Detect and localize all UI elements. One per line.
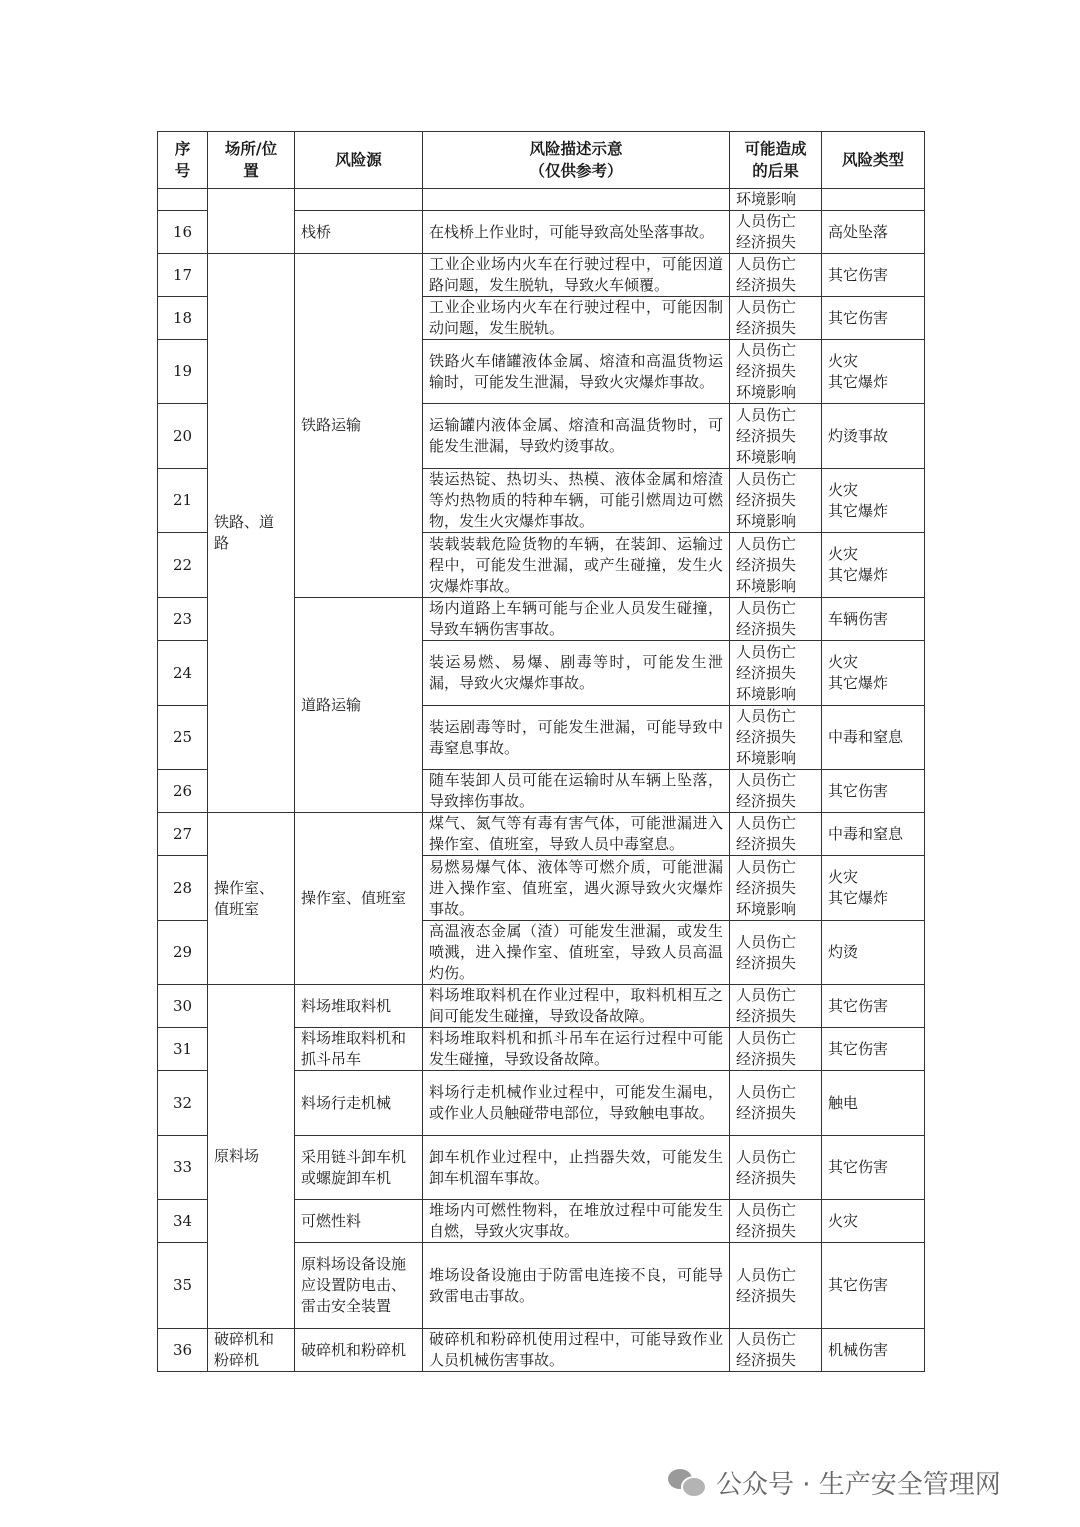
cell-no: 22 xyxy=(158,533,208,598)
cell-no: 32 xyxy=(158,1071,208,1136)
cell-consequence: 人员伤亡 经济损失 环境影响 xyxy=(730,404,822,469)
cell-description: 料场堆取料机在作业过程中，取料机相互之间可能发生碰撞，导致设备故障。 xyxy=(423,985,730,1028)
cell-source: 料场行走机械 xyxy=(295,1071,423,1136)
cell-description: 运输罐内液体金属、熔渣和高温货物时，可能发生泄漏，导致灼烫事故。 xyxy=(423,404,730,469)
cell-consequence: 人员伤亡 经济损失 xyxy=(730,921,822,985)
cell-consequence: 环境影响 xyxy=(730,189,822,211)
cell-consequence: 人员伤亡 经济损失 xyxy=(730,770,822,813)
cell-type: 火灾 其它爆炸 xyxy=(822,340,925,404)
cell-description: 煤气、氮气等有毒有害气体，可能泄漏进入操作室、值班室，导致人员中毒窒息。 xyxy=(423,813,730,856)
cell-source: 道路运输 xyxy=(295,598,423,813)
cell-description: 场内道路上车辆可能与企业人员发生碰撞，导致车辆伤害事故。 xyxy=(423,598,730,641)
cell-type: 火灾 xyxy=(822,1200,925,1243)
cell-type: 灼烫事故 xyxy=(822,404,925,469)
cell-type: 其它伤害 xyxy=(822,1136,925,1200)
cell-consequence: 人员伤亡 经济损失 xyxy=(730,598,822,641)
cell-source: 铁路运输 xyxy=(295,254,423,598)
cell-type: 火灾 其它爆炸 xyxy=(822,533,925,598)
header-risk-source: 风险源 xyxy=(295,132,423,189)
header-no: 序 号 xyxy=(158,132,208,189)
cell-consequence: 人员伤亡 经济损失 xyxy=(730,1071,822,1136)
cell-location xyxy=(208,189,295,254)
table-row xyxy=(158,254,925,297)
cell-type xyxy=(822,189,925,211)
cell-type: 高处坠落 xyxy=(822,211,925,254)
cell-type: 其它伤害 xyxy=(822,1243,925,1329)
cell-type: 其它伤害 xyxy=(822,254,925,297)
cell-description: 装运剧毒等时，可能发生泄漏，可能导致中毒窒息事故。 xyxy=(423,706,730,770)
cell-consequence: 人员伤亡 经济损失 xyxy=(730,211,822,254)
header-risk-description: 风险描述示意 （仅供参考） xyxy=(423,132,730,189)
cell-description: 工业企业场内火车在行驶过程中，可能因道路问题，发生脱轨，导致火车倾覆。 xyxy=(423,254,730,297)
cell-description: 卸车机作业过程中，止挡器失效，可能发生卸车机溜车事故。 xyxy=(423,1136,730,1200)
cell-source: 料场堆取料机 xyxy=(295,985,423,1028)
cell-consequence: 人员伤亡 经济损失 xyxy=(730,1136,822,1200)
cell-description: 高温液态金属（渣）可能发生泄漏，或发生喷溅，进入操作室、值班室，导致人员高温灼伤。 xyxy=(423,921,730,985)
cell-no: 33 xyxy=(158,1136,208,1200)
cell-no: 25 xyxy=(158,706,208,770)
cell-type: 灼烫 xyxy=(822,921,925,985)
cell-location: 操作室、值班室 xyxy=(208,813,295,985)
cell-type: 火灾 其它爆炸 xyxy=(822,641,925,706)
cell-source: 料场堆取料机和抓斗吊车 xyxy=(295,1028,423,1071)
cell-description: 易燃易爆气体、液体等可燃介质，可能泄漏进入操作室、值班室，遇火源导致火灾爆炸事故。 xyxy=(423,856,730,921)
cell-no xyxy=(158,189,208,211)
cell-type: 其它伤害 xyxy=(822,770,925,813)
cell-no: 26 xyxy=(158,770,208,813)
cell-source: 栈桥 xyxy=(295,211,423,254)
cell-consequence: 人员伤亡 经济损失 环境影响 xyxy=(730,641,822,706)
cell-consequence: 人员伤亡 经济损失 环境影响 xyxy=(730,469,822,533)
cell-consequence: 人员伤亡 经济损失 xyxy=(730,985,822,1028)
cell-type: 其它伤害 xyxy=(822,297,925,340)
table-row xyxy=(158,985,925,1028)
cell-description: 铁路火车储罐液体金属、熔渣和高温货物运输时，可能发生泄漏，导致火灾爆炸事故。 xyxy=(423,340,730,404)
table-row xyxy=(158,1329,925,1372)
cell-no: 36 xyxy=(158,1329,208,1372)
cell-consequence: 人员伤亡 经济损失 xyxy=(730,297,822,340)
wechat-icon xyxy=(668,1467,706,1497)
cell-consequence: 人员伤亡 经济损失 环境影响 xyxy=(730,533,822,598)
cell-no: 35 xyxy=(158,1243,208,1329)
cell-source: 可燃性料 xyxy=(295,1200,423,1243)
cell-no: 34 xyxy=(158,1200,208,1243)
cell-consequence: 人员伤亡 经济损失 xyxy=(730,1243,822,1329)
cell-description: 工业企业场内火车在行驶过程中，可能因制动问题，发生脱轨。 xyxy=(423,297,730,340)
cell-description xyxy=(423,189,730,211)
watermark xyxy=(668,1462,1001,1502)
cell-no: 19 xyxy=(158,340,208,404)
cell-no: 24 xyxy=(158,641,208,706)
cell-description: 在栈桥上作业时，可能导致高处坠落事故。 xyxy=(423,211,730,254)
cell-consequence: 人员伤亡 经济损失 xyxy=(730,254,822,297)
cell-type: 车辆伤害 xyxy=(822,598,925,641)
table-header-row xyxy=(158,132,925,189)
cell-description: 堆场内可燃性物料，在堆放过程中可能发生自燃，导致火灾事故。 xyxy=(423,1200,730,1243)
risk-table xyxy=(157,131,925,1372)
cell-no: 28 xyxy=(158,856,208,921)
cell-no: 21 xyxy=(158,469,208,533)
cell-no: 20 xyxy=(158,404,208,469)
cell-consequence: 人员伤亡 经济损失 环境影响 xyxy=(730,706,822,770)
cell-source xyxy=(295,189,423,211)
cell-type: 其它伤害 xyxy=(822,1028,925,1071)
cell-no: 31 xyxy=(158,1028,208,1071)
cell-description: 堆场设备设施由于防雷电连接不良，可能导致雷电击事故。 xyxy=(423,1243,730,1329)
cell-source: 操作室、值班室 xyxy=(295,813,423,985)
table-row xyxy=(158,813,925,856)
cell-source: 原料场设备设施应设置防电击、雷击安全装置 xyxy=(295,1243,423,1329)
header-consequence: 可能造成 的后果 xyxy=(730,132,822,189)
cell-source: 采用链斗卸车机或螺旋卸车机 xyxy=(295,1136,423,1200)
cell-consequence: 人员伤亡 经济损失 xyxy=(730,1200,822,1243)
cell-consequence: 人员伤亡 经济损失 xyxy=(730,813,822,856)
cell-no: 17 xyxy=(158,254,208,297)
header-location: 场所/位 置 xyxy=(208,132,295,189)
cell-consequence: 人员伤亡 经济损失 环境影响 xyxy=(730,856,822,921)
cell-description: 装运热锭、热切头、热模、液体金属和熔渣等灼热物质的特种车辆，可能引燃周边可燃物，发生火灾爆炸事故。 xyxy=(423,469,730,533)
cell-type: 其它伤害 xyxy=(822,985,925,1028)
cell-no: 27 xyxy=(158,813,208,856)
cell-description: 破碎机和粉碎机使用过程中，可能导致作业人员机械伤害事故。 xyxy=(423,1329,730,1372)
cell-location: 破碎机和粉碎机 xyxy=(208,1329,295,1372)
cell-description: 随车装卸人员可能在运输时从车辆上坠落，导致摔伤事故。 xyxy=(423,770,730,813)
cell-consequence: 人员伤亡 经济损失 xyxy=(730,1329,822,1372)
carry-over-row xyxy=(158,189,925,211)
cell-description: 装载装载危险货物的车辆，在装卸、运输过程中，可能发生泄漏，或产生碰撞，发生火灾爆炸事故。 xyxy=(423,533,730,598)
cell-type: 触电 xyxy=(822,1071,925,1136)
cell-description: 料场行走机械作业过程中，可能发生漏电，或作业人员触碰带电部位，导致触电事故。 xyxy=(423,1071,730,1136)
cell-description: 装运易燃、易爆、剧毒等时，可能发生泄漏，导致火灾爆炸事故。 xyxy=(423,641,730,706)
cell-consequence: 人员伤亡 经济损失 环境影响 xyxy=(730,340,822,404)
cell-no: 16 xyxy=(158,211,208,254)
cell-type: 机械伤害 xyxy=(822,1329,925,1372)
header-risk-type: 风险类型 xyxy=(822,132,925,189)
cell-location: 原料场 xyxy=(208,985,295,1329)
cell-type: 火灾 其它爆炸 xyxy=(822,856,925,921)
cell-source: 破碎机和粉碎机 xyxy=(295,1329,423,1372)
cell-type: 中毒和窒息 xyxy=(822,706,925,770)
cell-no: 18 xyxy=(158,297,208,340)
cell-consequence: 人员伤亡 经济损失 xyxy=(730,1028,822,1071)
cell-location: 铁路、道路 xyxy=(208,254,295,813)
cell-type: 火灾 其它爆炸 xyxy=(822,469,925,533)
cell-type: 中毒和窒息 xyxy=(822,813,925,856)
watermark-text: 公众号 · 生产安全管理网 xyxy=(716,1469,1001,1500)
cell-no: 23 xyxy=(158,598,208,641)
cell-no: 30 xyxy=(158,985,208,1028)
cell-no: 29 xyxy=(158,921,208,985)
cell-description: 料场堆取料机和抓斗吊车在运行过程中可能发生碰撞，导致设备故障。 xyxy=(423,1028,730,1071)
